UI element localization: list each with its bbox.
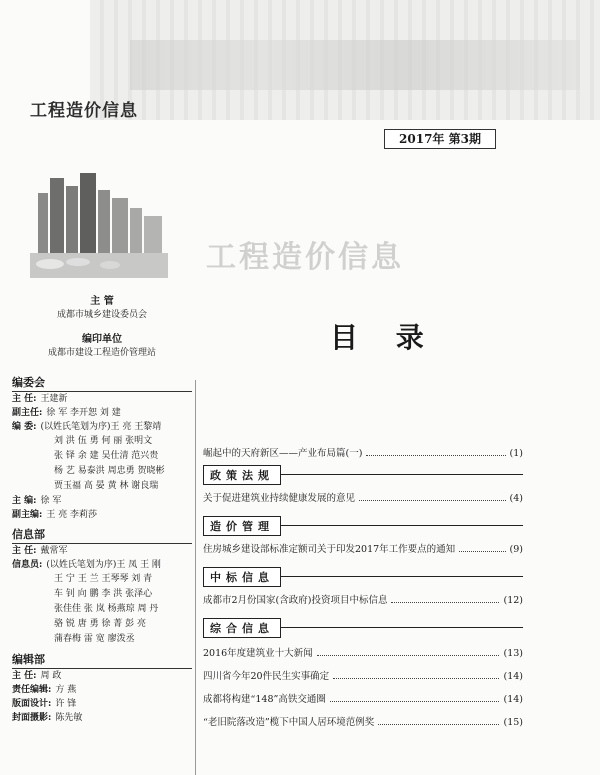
toc-entry-page: (1) bbox=[509, 448, 523, 459]
board-member-line: 贾玉福 高 晏 黄 林 谢良瑞 bbox=[54, 481, 159, 491]
toc-entry[interactable] bbox=[203, 645, 523, 664]
info-staff-line: 张佳佳 张 岚 杨燕琼 周 丹 bbox=[54, 604, 159, 614]
toc-entry[interactable] bbox=[203, 691, 523, 710]
publisher-name: 成都市建设工程造价管理站 bbox=[47, 348, 156, 358]
magazine-brand: 工程造价信息 bbox=[30, 101, 138, 121]
info-director: 戴常军 bbox=[40, 546, 68, 556]
info-staff-line: 车 钊 向 鹏 李 洪 张泽心 bbox=[54, 589, 153, 599]
watermark-title: 工程造价信息 bbox=[206, 240, 404, 275]
dot-leader bbox=[333, 678, 499, 679]
dot-leader bbox=[391, 602, 499, 603]
layout-designer: 许 锋 bbox=[55, 699, 77, 709]
toc-entry[interactable] bbox=[203, 668, 523, 687]
supervisor-name: 成都市城乡建设委员会 bbox=[56, 310, 147, 320]
board-members-note: (以姓氏笔划为序)王 亮 王黎靖 bbox=[40, 422, 162, 432]
dot-leader bbox=[330, 701, 500, 702]
section-label: 综合信息 bbox=[203, 618, 281, 638]
board-director: 王建新 bbox=[40, 394, 68, 404]
toc-entry-title: 四川省今年20件民生实事确定 bbox=[203, 671, 330, 682]
board-member-line: 张 铎 余 建 吴仕清 范兴贵 bbox=[54, 451, 159, 461]
toc-entry-page: (12) bbox=[503, 595, 523, 606]
toc-entry-title: 成都市2月份国家(含政府)投资项目中标信息 bbox=[203, 595, 388, 606]
dot-leader bbox=[366, 455, 505, 456]
section-label: 中标信息 bbox=[203, 567, 281, 587]
masthead-column bbox=[12, 290, 192, 725]
toc-section-header bbox=[203, 617, 523, 639]
toc-entry-page: (13) bbox=[503, 648, 523, 659]
toc-entry-title: 住房城乡建设部标准定额司关于印发2017年工作要点的通知 bbox=[203, 544, 456, 555]
issue-number-box: 2017年 第3期 bbox=[384, 129, 496, 149]
deputy-editor: 王 亮 李莉莎 bbox=[46, 510, 98, 520]
toc-entry-page: (14) bbox=[503, 694, 523, 705]
toc-title: 目 录 bbox=[330, 321, 438, 354]
toc-entry-title: 成都将构建“148”高铁交通圈 bbox=[203, 694, 326, 705]
toc-entry-title: 崛起中的天府新区——产业布局篇(一) bbox=[203, 448, 363, 459]
section-label: 政策法规 bbox=[203, 465, 281, 485]
cover-photographer: 陈先敏 bbox=[55, 713, 83, 723]
info-staff-note: (以姓氏笔划为序)王 凤 王 刚 bbox=[46, 560, 161, 570]
column-divider bbox=[195, 380, 196, 775]
toc-section-header bbox=[203, 566, 523, 588]
header-streak bbox=[130, 40, 580, 90]
ed-director-label: 主 任: bbox=[12, 671, 37, 681]
dot-leader bbox=[317, 655, 500, 656]
board-member-line: 杨 艺 易泰洪 周忠勇 贺晓彬 bbox=[54, 466, 165, 476]
info-staff-line: 王 宁 王 兰 王琴琴 刘 青 bbox=[54, 574, 153, 584]
toc-entry-page: (4) bbox=[509, 493, 523, 504]
toc-entry[interactable] bbox=[203, 541, 523, 560]
info-staff-line: 蒲春梅 雷 宽 廖泼丞 bbox=[54, 634, 135, 644]
board-deputy: 徐 军 李开恕 刘 建 bbox=[46, 408, 121, 418]
toc-entry[interactable] bbox=[203, 490, 523, 509]
managing-editor: 方 燕 bbox=[55, 685, 77, 695]
chief-editor-label: 主 编: bbox=[12, 496, 37, 506]
board-director-label: 主 任: bbox=[12, 394, 37, 404]
board-members-label: 编 委: bbox=[12, 422, 37, 432]
chief-editor: 徐 军 bbox=[40, 496, 62, 506]
dot-leader bbox=[359, 500, 506, 501]
board-member-list bbox=[12, 434, 192, 494]
table-of-contents bbox=[203, 445, 523, 733]
toc-section-header bbox=[203, 515, 523, 537]
toc-entry-page: (15) bbox=[503, 717, 523, 728]
editorial-board-heading: 编委会 bbox=[12, 374, 192, 392]
board-deputy-label: 副主任: bbox=[12, 408, 43, 418]
managing-editor-label: 责任编辑: bbox=[12, 685, 52, 695]
info-staff-list bbox=[12, 572, 192, 647]
dot-leader bbox=[459, 551, 505, 552]
info-staff-label: 信息员: bbox=[12, 560, 43, 570]
city-skyline-photo bbox=[30, 168, 168, 278]
info-dept-heading: 信息部 bbox=[12, 526, 192, 544]
toc-entry[interactable] bbox=[203, 592, 523, 611]
info-staff-line: 骆 锐 唐 勇 徐 菁 彭 亮 bbox=[54, 619, 147, 629]
dot-leader bbox=[378, 724, 499, 725]
toc-entry-title: 关于促进建筑业持续健康发展的意见 bbox=[203, 493, 356, 504]
toc-entry-title: “老旧院落改造”榄下中国人居环境范例奖 bbox=[203, 717, 375, 728]
toc-entry-page: (9) bbox=[509, 544, 523, 555]
editorial-dept-heading: 编辑部 bbox=[12, 651, 192, 669]
toc-entry[interactable] bbox=[203, 445, 523, 464]
supervisor-label: 主 管 bbox=[90, 296, 114, 307]
info-director-label: 主 任: bbox=[12, 546, 37, 556]
cover-photo-label: 封面摄影: bbox=[12, 713, 52, 723]
ed-director: 周 政 bbox=[40, 671, 62, 681]
deputy-editor-label: 副主编: bbox=[12, 510, 43, 520]
toc-entry-page: (14) bbox=[503, 671, 523, 682]
toc-entry-title: 2016年度建筑业十大新闻 bbox=[203, 648, 313, 659]
board-member-line: 刘 洪 伍 勇 何 丽 张明文 bbox=[54, 436, 153, 446]
publisher-label: 编印单位 bbox=[82, 334, 122, 345]
toc-section-header bbox=[203, 464, 523, 486]
toc-entry[interactable] bbox=[203, 714, 523, 733]
layout-design-label: 版面设计: bbox=[12, 699, 52, 709]
section-label: 造价管理 bbox=[203, 516, 281, 536]
scanned-header-band bbox=[90, 0, 600, 120]
